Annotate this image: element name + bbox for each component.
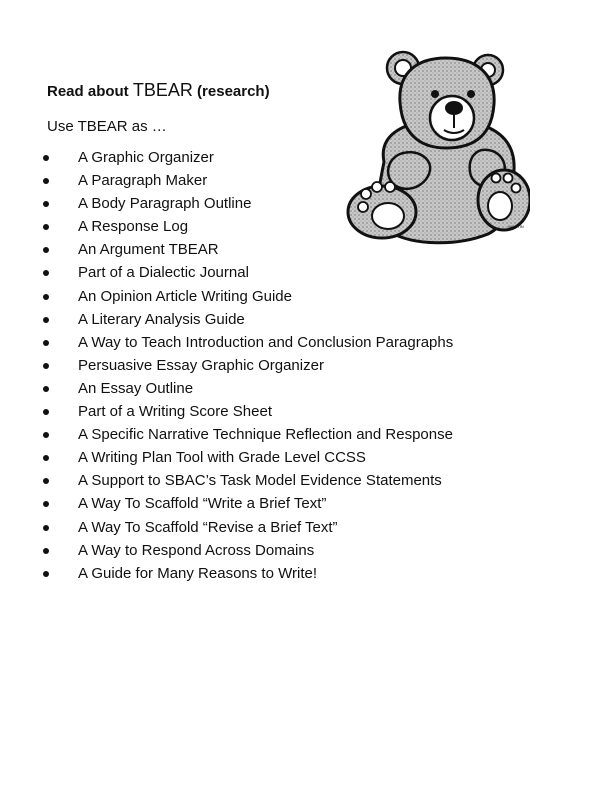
- list-item-text: A Writing Plan Tool with Grade Level CCSS: [78, 449, 366, 467]
- list-item-text: Part of a Dialectic Journal: [78, 264, 249, 282]
- list-item-text: A Body Paragraph Outline: [78, 195, 252, 213]
- bullet-icon: [43, 548, 49, 554]
- list-item-text: A Support to SBAC’s Task Model Evidence Statements: [78, 472, 442, 490]
- bear-foot-right: [478, 170, 530, 230]
- bear-nose: [445, 101, 463, 115]
- bullet-icon: [43, 571, 49, 577]
- bullet-icon: [43, 478, 49, 484]
- list-item-text: A Way To Scaffold “Write a Brief Text”: [78, 495, 327, 513]
- subheading: Use TBEAR as …: [47, 118, 167, 135]
- bullet-icon: [43, 201, 49, 207]
- list-item-text: A Guide for Many Reasons to Write!: [78, 564, 317, 582]
- heading-paren: (research): [197, 83, 270, 100]
- heading-title: TBEAR: [132, 80, 193, 100]
- list-item: [40, 541, 453, 564]
- bullet-icon: [43, 155, 49, 161]
- list-item-text: Part of a Writing Score Sheet: [78, 403, 272, 421]
- list-item-text: A Response Log: [78, 218, 189, 236]
- bullet-icon: [43, 386, 49, 392]
- bullet-icon: [43, 178, 49, 184]
- bullet-icon: [43, 294, 49, 300]
- bear-eye-left: [431, 90, 439, 98]
- list-item: [40, 287, 453, 310]
- list-item: [40, 471, 453, 494]
- list-item: [40, 448, 453, 471]
- bullet-icon: [43, 525, 49, 531]
- bullet-icon: [43, 247, 49, 253]
- bullet-icon: [43, 224, 49, 230]
- list-item-text: An Essay Outline: [78, 379, 194, 397]
- list-item: [40, 564, 453, 587]
- list-item-text: A Paragraph Maker: [78, 172, 208, 190]
- bullet-icon: [43, 270, 49, 276]
- list-item-text: A Literary Analysis Guide: [78, 310, 245, 328]
- bullet-icon: [43, 340, 49, 346]
- bullet-icon: [43, 363, 49, 369]
- list-item-text: A Specific Narrative Technique Reflection and Response: [78, 426, 453, 444]
- list-item-text: Persuasive Essay Graphic Organizer: [78, 356, 324, 374]
- list-item: [40, 356, 453, 379]
- list-item: [40, 402, 453, 425]
- page-heading: [47, 80, 270, 101]
- bullet-icon: [43, 501, 49, 507]
- list-item-text: A Way to Respond Across Domains: [78, 541, 315, 559]
- bear-signature: MARTIN: [508, 224, 524, 229]
- list-item-text: An Argument TBEAR: [78, 241, 219, 259]
- list-item: [40, 425, 453, 448]
- list-item-text: A Way To Scaffold “Revise a Brief Text”: [78, 518, 338, 536]
- list-item-text: A Way to Teach Introduction and Conclusion Paragraphs: [78, 333, 454, 351]
- bullet-icon: [43, 432, 49, 438]
- bear-eye-right: [467, 90, 475, 98]
- list-item: [40, 263, 453, 286]
- bullet-icon: [43, 317, 49, 323]
- list-item-text: A Graphic Organizer: [78, 149, 214, 166]
- list-item-text: An Opinion Article Writing Guide: [78, 287, 292, 305]
- list-item: [40, 333, 453, 356]
- list-item: [40, 518, 453, 541]
- bear-illustration: [338, 42, 530, 246]
- heading-lead: Read about: [47, 83, 129, 100]
- bullet-icon: [43, 455, 49, 461]
- list-item: [40, 310, 453, 333]
- list-item: [40, 494, 453, 517]
- list-item: [40, 379, 453, 402]
- bullet-icon: [43, 409, 49, 415]
